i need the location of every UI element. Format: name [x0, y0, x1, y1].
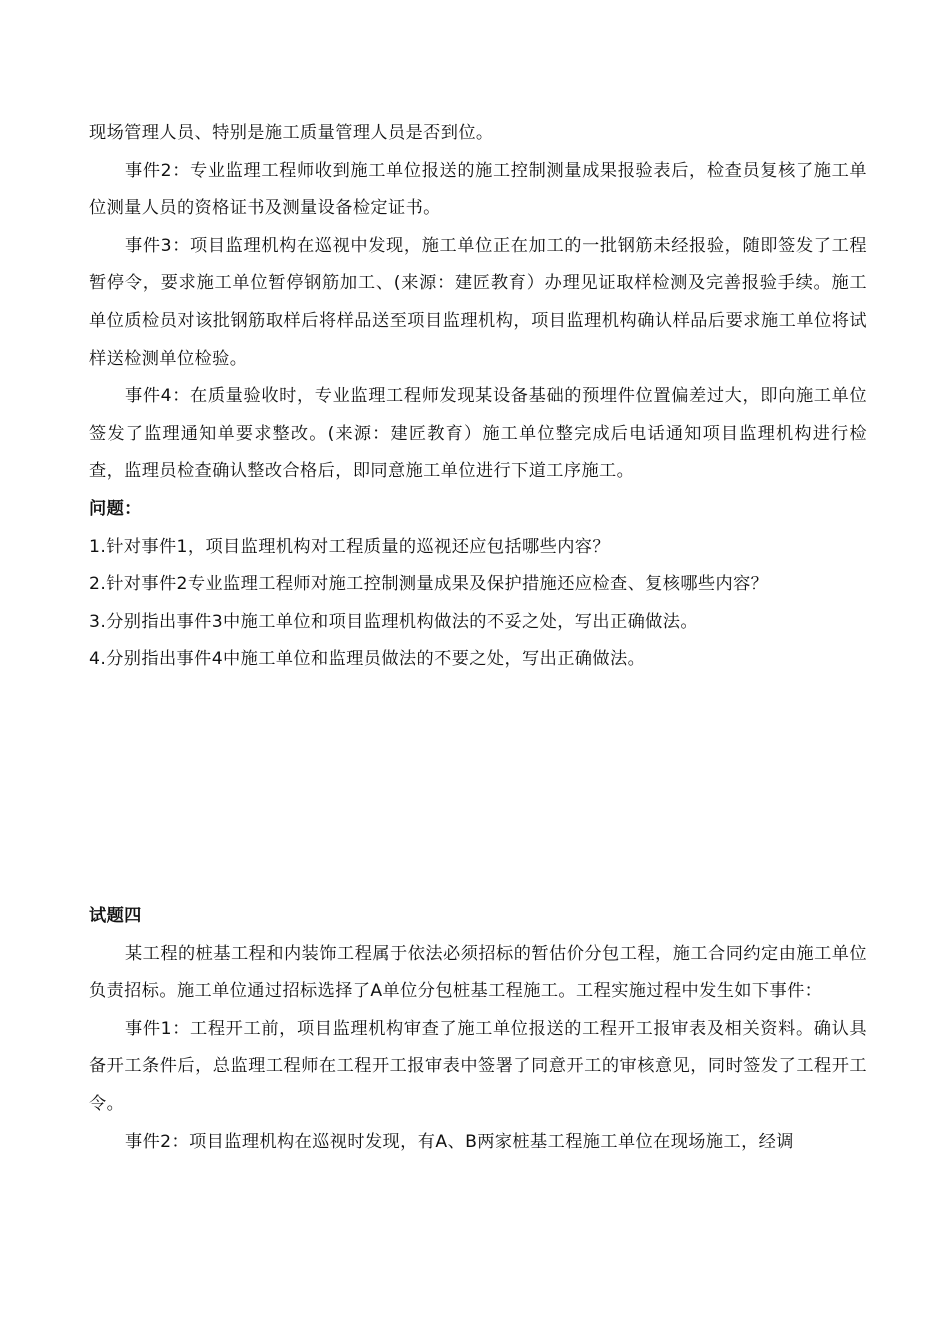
event-1-paragraph: 事件1：工程开工前，项目监理机构审查了施工单位报送的工程开工报审表及相关资料。确认具备开工条件后，总监理工程师在工程开工报审表中签署了同意开工的审核意见，同时签发了工程开工令。 [89, 1018, 867, 1114]
case-three-continuation [89, 115, 867, 679]
question-4: 4.分别指出事件4中施工单位和监理员做法的不要之处，写出正确做法。 [89, 649, 646, 670]
question-1: 1.针对事件1，项目监理机构对工程质量的巡视还应包括哪些内容？ [89, 536, 610, 557]
continuation-paragraph: 现场管理人员、特别是施工质量管理人员是否到位。 [89, 123, 494, 143]
event-2-paragraph: 事件2：专业监理工程师收到施工单位报送的施工控制测量成果报验表后，检查员复核了施工单位测量人员的资格证书及测量设备检定证书。 [89, 160, 867, 219]
event-2-paragraph: 事件2：项目监理机构在巡视时发现，有A、B两家桩基工程施工单位在现场施工，经调 [125, 1131, 794, 1152]
questions-heading: 问题： [89, 498, 142, 519]
section-title: 试题四 [89, 906, 142, 926]
question-3: 3.分别指出事件3中施工单位和项目监理机构做法的不妥之处，写出正确做法。 [89, 611, 698, 632]
intro-paragraph: 某工程的桩基工程和内装饰工程属于依法必须招标的暂估价分包工程，施工合同约定由施工单位负责招标。施工单位通过招标选择了A单位分包桩基工程施工。工程实施过程中发生如下事件： [89, 943, 867, 1002]
event-4-paragraph: 事件4：在质量验收时，专业监理工程师发现某设备基础的预埋件位置偏差过大，即向施工单位签发了监理通知单要求整改。(来源：建匠教育）施工单位整完成后电话通知项目监理机构进行检查，监理员检查确认整改合格后，即同意施工单位进行下道工序施工。 [89, 386, 867, 482]
case-four-section [89, 898, 867, 1161]
event-3-paragraph: 事件3：项目监理机构在巡视中发现，施工单位正在加工的一批钢筋未经报验，随即签发了工程暂停令，要求施工单位暂停钢筋加工、(来源：建匠教育）办理见证取样检测及完善报验手续。施工单位质检员对该批钢筋取样后将样品送至项目监理机构，项目监理机构确认样品后要求施工单位将试样送检测单位检验。 [89, 235, 867, 369]
question-2: 2.针对事件2专业监理工程师对施工控制测量成果及保护措施还应检查、复核哪些内容？ [89, 574, 769, 595]
